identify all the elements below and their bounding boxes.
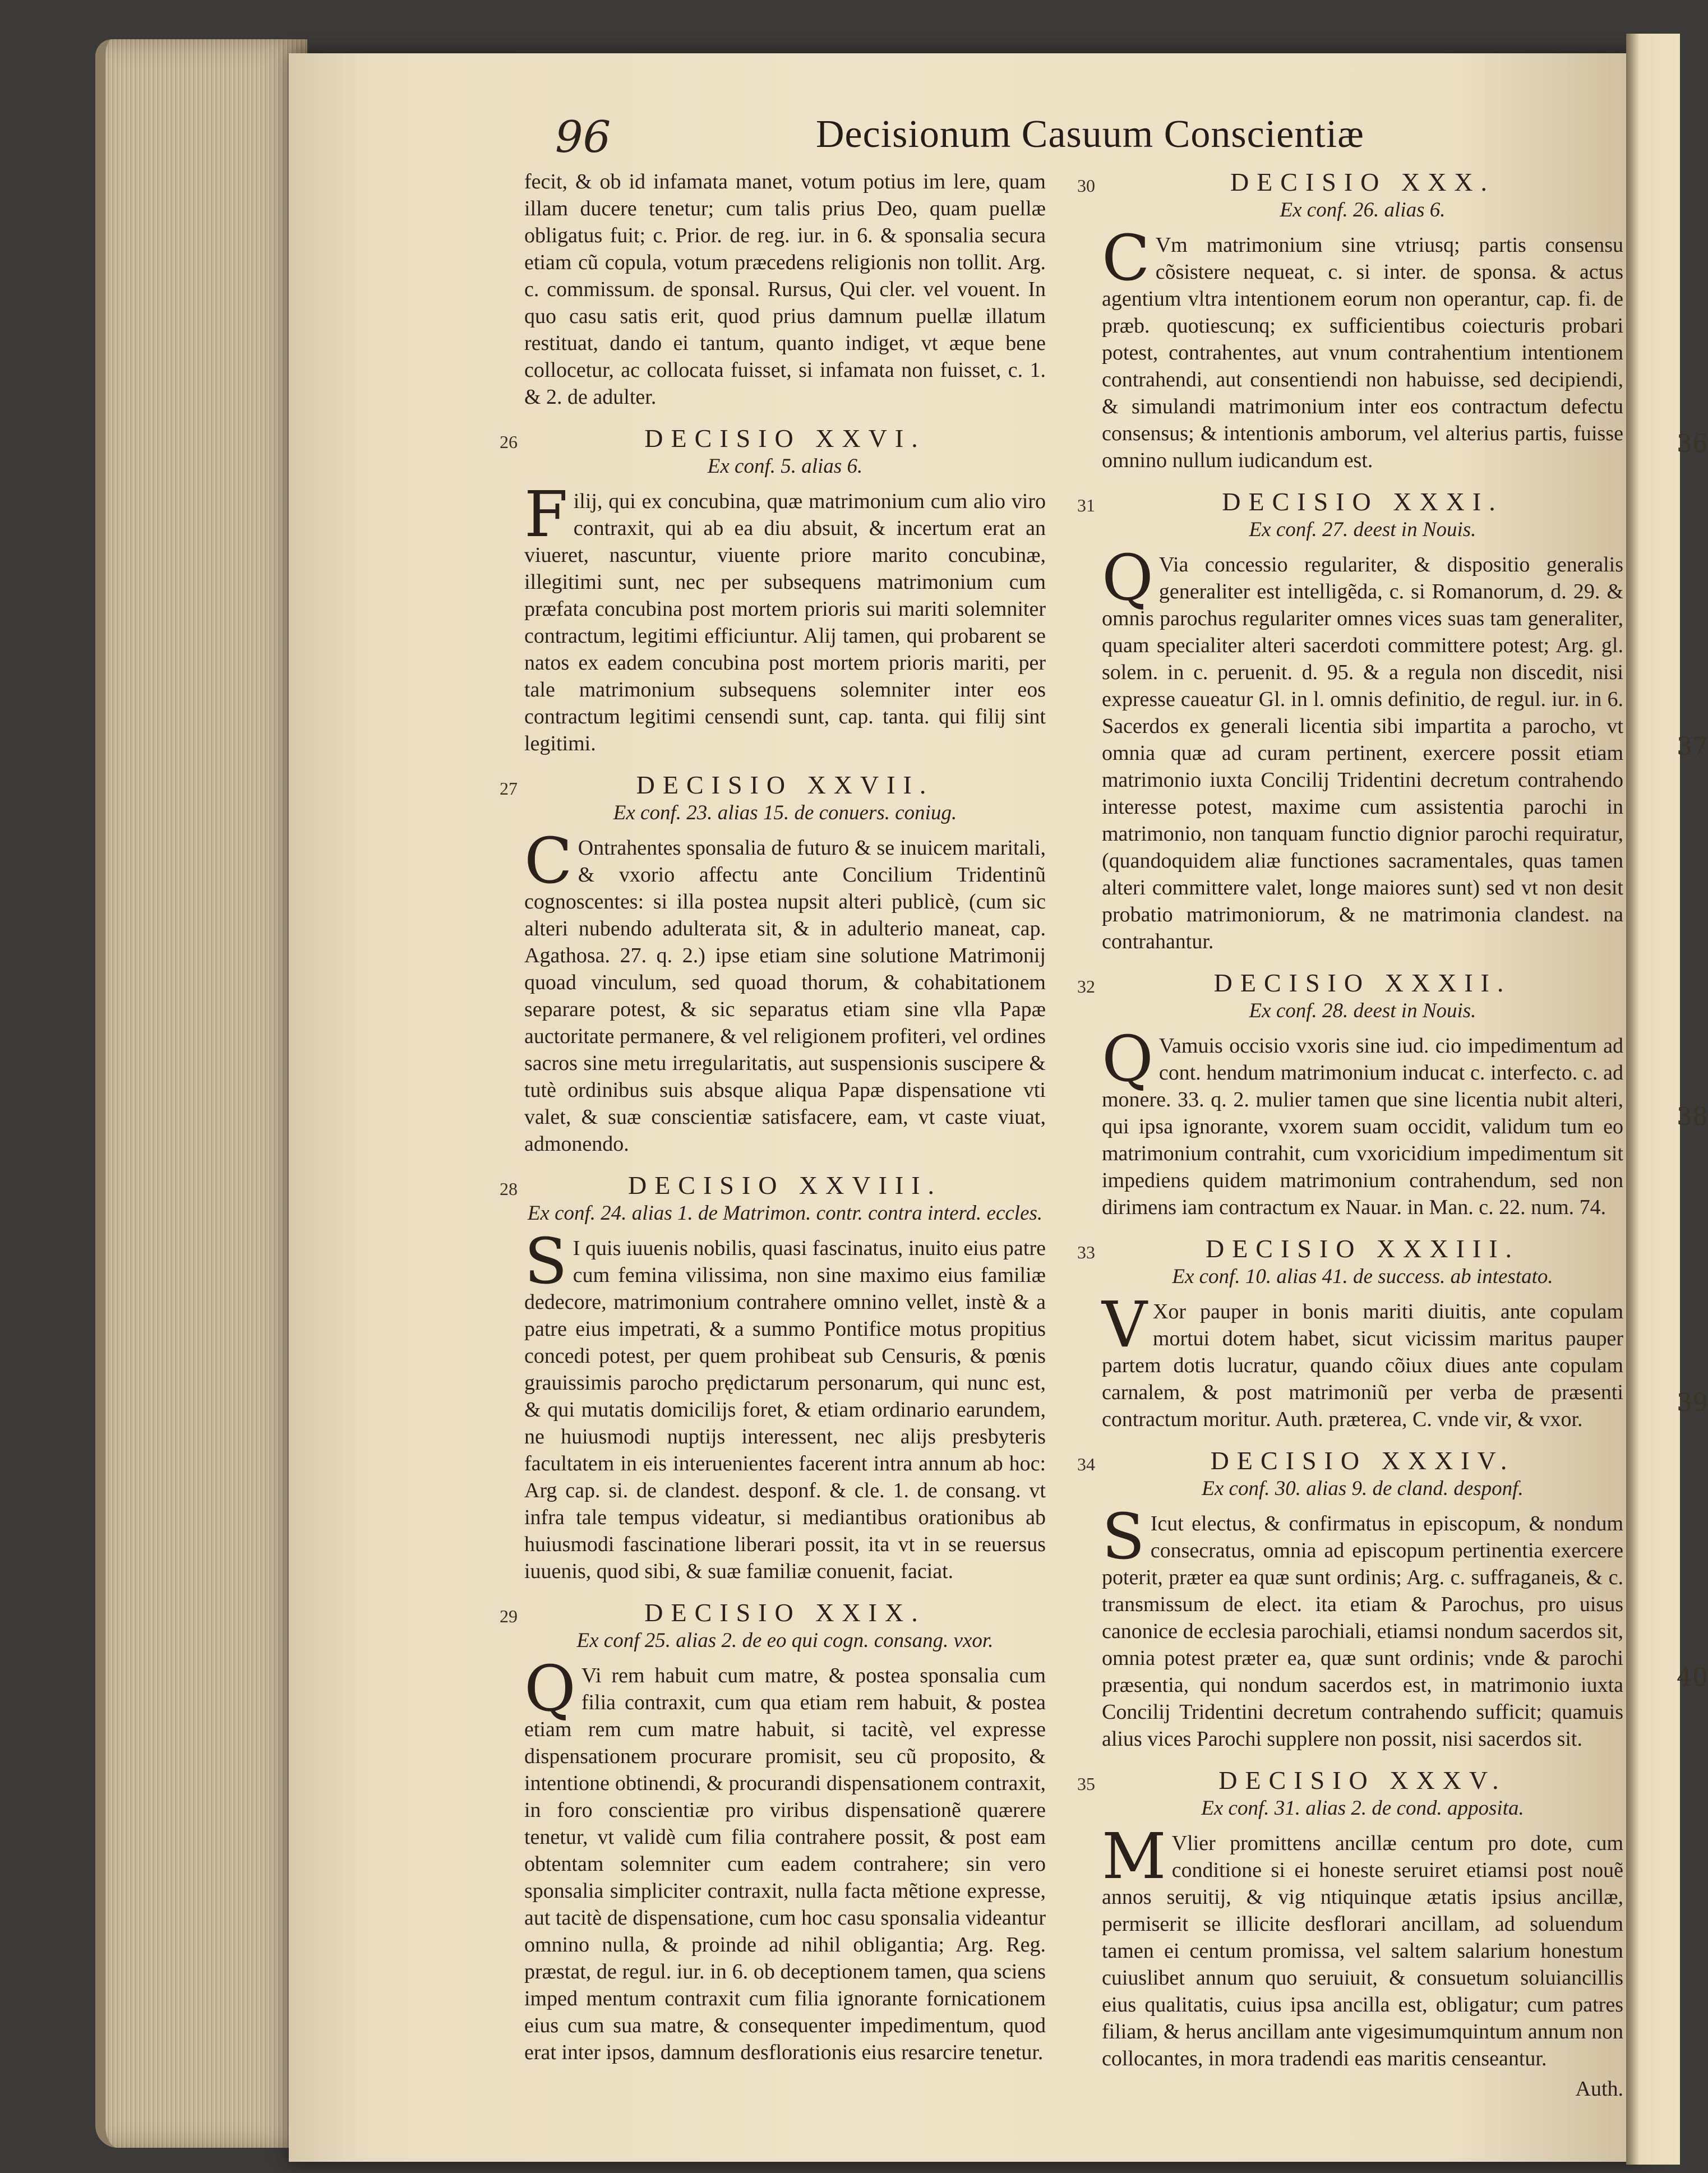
decision-text: Ontrahentes sponsalia de futuro & se inuicem maritali, & vxorio affectu ante Concilium Tridentinũ cognoscentes: si illa postea nupsit alteri publicè, (cum sic alteri nubendo adulterata sit, & in adulterio maneat, cap. Agathosa. 27. q. 2.) ipse etiam sine solutione Matrimonij quoad vinculum, sed quoad thorum, & cohabitationem separare potest, & sic separatus etiam sine vlla Papæ auctoritate permanere, & vel religionem profiteri, vel ordines sacros sine metu irregularitatis, aut suspensionis suscipere & tutè ordinibus suis absque aliqua Papæ dispensatione vti valet, & suæ conscientiæ satisfacere, eam, vt caste viuat, admonendo. (524, 836, 1046, 1156)
decision-text: Via concessio regulariter, & dispositio generalis generaliter est intelligẽda, c. si Romanorum, d. 29. & omnis parochus regulariter omnes vices suas tam generaliter, quam specialiter alteri sacerdoti committere potest; Arg. gl. solem. in c. peruenit. d. 95. & a regula non discedit, nisi expresse caueatur Gl. in l. omnis definitio, de regul. iur. in 6. Sacerdos ex generali licentia sibi impartita a parocho, vt omnia quæ ad curam pertinent, exercere possit etiam matrimonio iuxta Concilij Tridentini decretum contrahendo interesse potest, maxime cum assistentia parochi in matrimonio, non tanquam functio dignior parochi requiratur, (quandoquidem aliæ functiones sacramentales, quas tamen alteri committere valet, longe maiores sunt) sed vt non desit probatio matrimoniorum, & ne matrimonia clandest. na contrahantur. (1102, 553, 1623, 953)
decision-text: Vamuis occisio vxoris sine iud. cio impedimentum ad cont. hendum matrimonium inducat c. interfecto. c. ad monere. 33. q. 2. mulier tamen que sine licentia nubit alteri, qui ipsa ignorante, vxorem suam occidit, validum tum eo matrimonium contrahit, cum vxoricidium impedimentum sit impediens quidem matrimonium contrahendum, sed non dirimens iam contractum ex Nauar. in Man. c. 22. num. 74. (1102, 1034, 1623, 1219)
decision-source: Ex conf. 5. alias 6. (707, 455, 863, 478)
decision-source: Ex conf. 23. alias 15. de conuers. coniug. (613, 801, 957, 824)
book-page-edges (95, 39, 307, 2148)
margin-number: 32 (1077, 976, 1095, 996)
drop-cap: Q (1102, 542, 1153, 615)
decision-source: Ex conf. 28. deest in Nouis. (1249, 999, 1476, 1022)
running-head: Decisionum Casuum Conscientiæ (816, 113, 1364, 156)
decision-heading: DECISIO XXXIV. (1210, 1446, 1515, 1475)
left-column (500, 168, 1046, 2069)
decision-source: Ex conf. 27. deest in Nouis. (1249, 518, 1476, 541)
facing-page-margin-number: 39 (1677, 1388, 1708, 1417)
decision-source: Ex conf 25. alias 2. de eo qui cogn. consang. vxor. (576, 1629, 994, 1652)
facing-page-margin-number: 40 (1677, 1663, 1708, 1692)
right-page-edge (1626, 34, 1680, 2165)
decision-29 (500, 1598, 1046, 2066)
decision-35 (1077, 1766, 1623, 2072)
margin-number: 33 (1077, 1242, 1095, 1262)
facing-page-margin-number: 38 (1677, 1102, 1708, 1131)
right-column (1077, 154, 1623, 2102)
decision-source: Ex conf. 24. alias 1. de Matrimon. contr. contra interd. eccles. (527, 1202, 1043, 1225)
decision-heading: DECISIO XXXII. (1213, 968, 1512, 997)
drop-cap: Q (524, 1653, 576, 1726)
page-number: 96 (555, 112, 611, 163)
margin-number: 28 (500, 1179, 518, 1199)
margin-number: 34 (1077, 1454, 1095, 1474)
decision-30 (1077, 168, 1623, 474)
decision-text: Vlier promittens ancillæ centum pro dote, cum conditione si ei honeste seruiret etiamsi post nouẽ annos seruitij, & vig ntiquinque ætatis ipsius ancillæ, permiserit se illicite desflorari ancillam, ad soluendum tamen ei centum promissa, vel saltem salarium honestum cuiuslibet annum quo seruiuit, & consuetum soluiancillis eius qualitatis, cuius ipsa ancilla est, obligatur; cum patres filiam, & herus ancillam ante vigesimumquintum annum non collocantes, in mora tradendi eas maritis censeantur. (1102, 1831, 1623, 2070)
decision-text: Xor pauper in bonis mariti diuitis, ante copulam mortui dotem habet, sicut vicissim maritus pauper partem dotis lucratur, quando cõiux diues ante copulam carnalem, & post matrimoniũ per verba de præsenti contractum moritur. Auth. præterea, C. vnde vir, & vxor. (1102, 1300, 1623, 1431)
margin-number: 31 (1077, 495, 1095, 515)
decision-32 (1077, 968, 1623, 1221)
margin-number: 29 (500, 1606, 518, 1626)
decision-source: Ex conf. 31. alias 2. de cond. apposita. (1201, 1797, 1524, 1820)
margin-number: 27 (500, 778, 518, 799)
drop-cap: F (524, 478, 568, 551)
drop-cap: V (1102, 1289, 1147, 1362)
decision-text: Vi rem habuit cum matre, & postea sponsalia cum filia contraxit, cum qua etiam rem habuit, & postea etiam rem cum matre habuit, si tacitè, vel expresse dispensationem procurare promisit, seu cũ proposito, & intentione obtinendi, & procurandi dispensationem contraxit, in foro conscientiæ pro viribus dispensationẽ quærere tenetur, vt validè cum filia contrahere possit, & post eam obtentam solemniter cum eadem contrahere; sin vero sponsalia simpliciter contraxit, nulla facta mẽtione expresse, aut tacitè de dispensatione, cum hoc casu sponsalia videantur omnino nulla, & proinde ad nihil obligantia; Arg. Reg. præstat, de regul. iur. in 6. ob deceptionem tamen, qua sciens imped mentum contraxit cum filia ignorante fornicationem eius cum sua matre, & consequenter impedimentum, quod erat inter ipsos, damnum desflorationis eius resarcire tenetur. (524, 1664, 1046, 2064)
decision-heading: DECISIO XXXIII. (1205, 1234, 1520, 1263)
decision-heading: DECISIO XXIX. (644, 1598, 926, 1627)
margin-number: 26 (500, 432, 518, 452)
decision-26 (500, 424, 1046, 757)
decision-source: Ex conf. 10. alias 41. de success. ab intestato. (1172, 1265, 1553, 1288)
decision-27 (500, 771, 1046, 1157)
decision-text: Vm matrimonium sine vtriusq; partis consensu cõsistere nequeat, c. si inter. de sponsa. & actus agentium vltra intentionem eorum non operantur, cap. fi. de præb. quotiescunq; ex sufficientibus coiecturis probari potest, contrahentes, aut vnum contrahentium intentionem contrahendi, aut consentiendi non habuisse, sed decipiendi, & simulandi matrimonium inter eos contractum defectu consensus; & intentionis amborum, vel alterius partis, fuisse omnino nullum iudicandum est. (1102, 233, 1623, 472)
decision-31 (1077, 487, 1623, 955)
catchword: Auth. (1575, 2077, 1623, 2101)
decision-source: Ex conf. 26. alias 6. (1280, 199, 1446, 222)
drop-cap: S (524, 1225, 567, 1298)
decision-33 (1077, 1234, 1623, 1433)
decision-heading: DECISIO XXVIII. (627, 1171, 943, 1199)
drop-cap: Q (1102, 1023, 1153, 1096)
drop-cap: M (1102, 1820, 1166, 1893)
opening-paragraph: fecit, & ob id infamata manet, votum potius im lere, quam illam ducere tenetur; cum talis prius Deo, quam puellæ obligatus fuit; c. Prior. de reg. iur. in 6. & sponsalia secura etiam cũ copula, votum præcedens religionis non tollit. Arg. c. commissum. de sponsal. Rursus, Qui cler. vel vouent. In quo casu satis erit, quod prius damnum puellæ illatum restituat, dando ei tantum, quanto indiget, vt æque bene collocetur, ac collocata fuisset, si infamata non fuisset, c. 1. & 2. de adulter. (524, 170, 1046, 409)
decision-34 (1077, 1446, 1623, 1752)
decision-heading: DECISIO XXVI. (644, 424, 926, 453)
decision-heading: DECISIO XXXI. (1222, 487, 1503, 516)
decision-text: I quis iuuenis nobilis, quasi fascinatus, inuito eius patre cum femina vilissima, non sine maximo eius familiæ dedecore, matrimonium contrahere omnino vellet, instè & a patre eius impetrati, & a summo Pontifice motus propitius concedi potest, per quem prohibeat sub Censuris, & pœnis grauissimis parocho prędictarum personarum, qui nunc est, & qui mutatis domicilijs foret, & etiam ordinario earundem, ne huiusmodi nuptijs interessent, nec alijs presbyteris facultatem in eis interuenientes facerent intra annum ab hoc: Arg cap. si. de clandest. desponf. & cle. 1. de consang. vt infra tale tempus videatur, si mediantibus orationibus ab huiusmodi fascinatione liberari possit, ita vt in se reuersus iuuenis, quod sibi, & suæ familiæ conuenit, faciat. (524, 1237, 1046, 1583)
decision-heading: DECISIO XXVII. (636, 771, 934, 799)
margin-number: 30 (1077, 176, 1095, 196)
decision-source: Ex conf. 30. alias 9. de cland. desponf. (1202, 1477, 1524, 1500)
decision-28 (500, 1171, 1046, 1585)
drop-cap: C (524, 825, 573, 898)
decision-text: ilij, qui ex concubina, quæ matrimonium cum alio viro contraxit, qui ab ea diu absuit, & incertum erat an viueret, nascuntur, viuente priore marito concubinæ, illegitimi sunt, nec per subsequens matrimonium cum præfata concubina post mortem prioris sui mariti solemniter contractum, legitimi efficiuntur. Alij tamen, qui probarent se natos ex eadem concubina post mortem prioris mariti, per tale matrimonium subsequens solemniter inter eos contractum legitimi censendi sunt, cap. tanta. qui filij sint legitimi. (524, 490, 1046, 755)
drop-cap: C (1102, 222, 1150, 295)
decision-heading: DECISIO XXX. (1230, 168, 1495, 196)
decision-text: Icut electus, & confirmatus in episcopum, & nondum consecratus, omnia ad episcopum pertinentia exercere poterit, præter ea quæ sunt ordinis; Arg. c. suffraganeis, & c. transmissum de elect. ita etiam & Parochus, pro uisus canonice de ecclesia parochiali, etiamsi nondum sacerdos sit, omnia potest præter ea, quæ sunt ordinis; vnde & parochi præsentia, qui nondum sacerdos est, in matrimonio iuxta Concilij Tridentini decretum contrahendo sufficit; quamuis alius vices Parochi supplere non possit, nisi sacerdos sit. (1102, 1512, 1623, 1751)
margin-number: 35 (1077, 1774, 1095, 1794)
drop-cap: S (1102, 1501, 1145, 1574)
facing-page-margin-number: 37 (1677, 732, 1708, 761)
decision-heading: DECISIO XXXV. (1218, 1766, 1507, 1794)
facing-page-margin-number: 36 (1677, 430, 1708, 458)
